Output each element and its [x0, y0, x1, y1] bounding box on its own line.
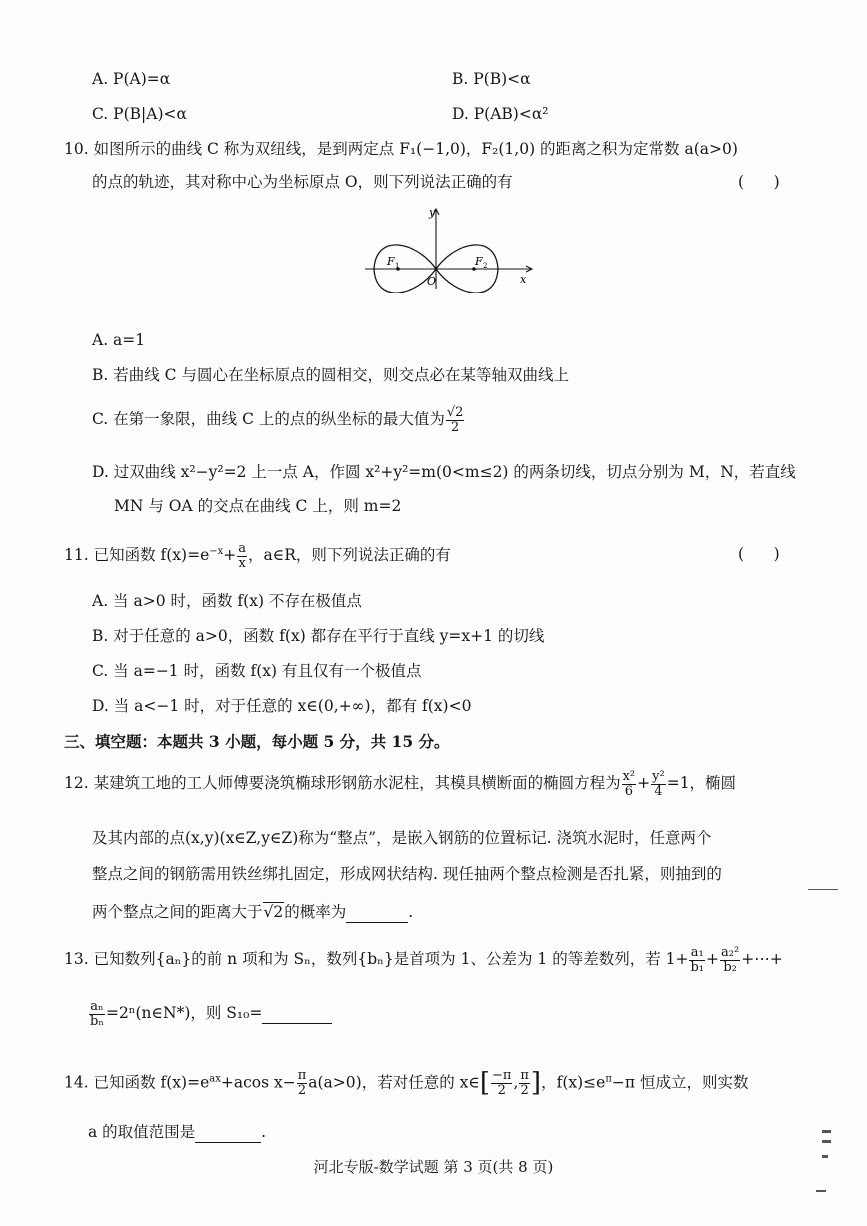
- q12-line2: 及其内部的点(x,y)(x∈Z,y∈Z)称为“整点”，是嵌入钢筋的位置标记. 浇筑水泥时，任意两个: [92, 829, 712, 847]
- frac-den: b₁: [690, 959, 705, 975]
- lemniscate-figure: [360, 203, 536, 293]
- frac-num: x²: [622, 769, 636, 784]
- q14-pre: 14. 已知函数 f(x)=e: [64, 1073, 210, 1092]
- q13-fraction-1: [689, 946, 705, 974]
- option-c-prev: C. P(B|A)<α: [92, 105, 187, 123]
- q14-answer-blank[interactable]: [195, 1123, 261, 1143]
- q14-mid2: a(a>0)，若对任意的 x∈: [308, 1073, 480, 1092]
- q13-fraction-n: [89, 1000, 105, 1028]
- scan-mark: [816, 1190, 826, 1192]
- q11-exp: −x: [209, 545, 224, 557]
- q12-line4: [92, 903, 413, 923]
- frac-den: 2: [520, 1083, 529, 1099]
- q12-line4-pre: 两个整点之间的距离大于: [92, 903, 263, 921]
- frac-num: aₙ: [90, 999, 104, 1014]
- q14-comma: ,: [513, 1073, 519, 1092]
- frac-num: √2: [446, 405, 464, 420]
- frac-den: 2: [497, 1083, 506, 1099]
- q11-fraction: [237, 542, 247, 570]
- q12-fraction-y: [651, 770, 666, 798]
- q14-tail2: −π 恒成立，则实数: [611, 1073, 749, 1092]
- frac-num: π: [297, 1068, 307, 1084]
- scan-mark: [808, 889, 838, 890]
- q13-fraction-2: [720, 946, 740, 974]
- q10-option-b: B. 若曲线 C 与圆心在坐标原点的圆相交，则交点必在某等轴双曲线上: [92, 366, 569, 384]
- q12-plus: +: [637, 774, 651, 793]
- q14-line2: [88, 1123, 266, 1143]
- f2-label: F: [475, 255, 483, 268]
- frac-den: 2: [297, 1083, 307, 1099]
- q14-fraction-pi: [297, 1069, 308, 1097]
- q12-fraction-x: [622, 770, 637, 798]
- q10-line1: 10. 如图所示的曲线 C 称为双纽线，是到两定点 F₁(−1,0)，F₂(1,0) 的距离之积为定常数 a(a>0): [64, 140, 738, 158]
- q10-option-c-fraction: [446, 406, 465, 434]
- scan-mark: [822, 1130, 831, 1133]
- section-heading: 三、填空题：本题共 3 小题，每小题 5 分，共 15 分。: [64, 732, 450, 751]
- frac-num: −π: [492, 1068, 512, 1084]
- option-b-prev: B. P(B)<α: [452, 70, 531, 88]
- q10-option-c: [92, 406, 465, 434]
- frac-num: y²: [652, 769, 665, 784]
- f1-label: F: [387, 255, 395, 268]
- q13-line2: [88, 1000, 332, 1028]
- q12-line3: 整点之间的钢筋需用铁丝绑扎固定，形成网状结构. 现任抽两个整点检测是否扎紧，则抽到的: [92, 865, 722, 883]
- q11-option-d: D. 当 a<−1 时，对于任意的 x∈(0,+∞)，都有 f(x)<0: [92, 697, 472, 715]
- frac-num: π: [520, 1068, 529, 1084]
- q14-line2-end: .: [261, 1123, 267, 1141]
- q11-plus: +: [223, 546, 237, 565]
- q11-stem: [64, 542, 451, 570]
- q12-line4-end: .: [408, 903, 414, 921]
- q12-line1-post: =1，椭圆: [666, 774, 737, 793]
- q13-line2-mid: =2ⁿ(n∈N*)，则 S₁₀=: [105, 1004, 263, 1023]
- q12-answer-blank[interactable]: [346, 903, 408, 923]
- q12-line1-pre: 12. 某建筑工地的工人师傅要浇筑椭球形钢筋水泥柱，其模具横断面的椭圆方程为: [64, 774, 621, 793]
- frac-num: a₁: [690, 945, 704, 960]
- frac-den: b₂: [723, 959, 737, 975]
- page-footer: 河北专版-数学试题 第 3 页(共 8 页): [313, 1158, 554, 1176]
- q10-option-d-line2: MN 与 OA 的交点在曲线 C 上，则 m=2: [114, 497, 402, 515]
- frac-den: 6: [624, 783, 633, 799]
- q10-option-a: A. a=1: [92, 331, 146, 349]
- q13-tail: +⋯+: [741, 950, 783, 969]
- q13-answer-blank[interactable]: [262, 1004, 332, 1024]
- q13-line1-pre: 13. 已知数列{aₙ}的前 n 项和为 Sₙ，数列{bₙ}是首项为 1、公差为 1 的等差数列，若 1+: [64, 950, 689, 969]
- q14-line1: [64, 1068, 749, 1099]
- f2-subscript: 2: [483, 262, 488, 270]
- q14-exp: ax: [209, 1073, 221, 1085]
- q11-option-b: B. 对于任意的 a>0，函数 f(x) 都存在平行于直线 y=x+1 的切线: [92, 627, 545, 645]
- frac-den: bₙ: [90, 1013, 104, 1029]
- q14-left-bracket: [: [479, 1068, 490, 1098]
- y-axis-label: y: [429, 206, 436, 219]
- q14-interval-right: [519, 1069, 530, 1097]
- frac-num: a₂²: [721, 945, 740, 960]
- q11-option-c: C. 当 a=−1 时，函数 f(x) 有且仅有一个极值点: [92, 662, 422, 680]
- q13-plus: +: [706, 950, 720, 969]
- frac-num: a: [238, 541, 247, 556]
- q14-right-bracket: ]: [530, 1068, 542, 1098]
- q11-stem-pre: 11. 已知函数 f(x)=e: [64, 546, 210, 565]
- q14-tail-exp: π: [605, 1073, 612, 1085]
- q11-option-a: A. 当 a>0 时，函数 f(x) 不存在极值点: [92, 592, 362, 610]
- origin-label: O: [427, 275, 437, 288]
- q12-line4-post: 的概率为: [284, 903, 347, 921]
- q14-tail: ，f(x)≤e: [541, 1073, 606, 1092]
- option-a-prev: A. P(A)=α: [92, 70, 171, 88]
- q10-option-c-text: C. 在第一象限，曲线 C 上的点的纵坐标的最大值为: [92, 410, 445, 429]
- q11-answer-paren: ( ): [738, 545, 780, 563]
- f1-subscript: 1: [395, 262, 400, 270]
- frac-den: x: [238, 555, 246, 571]
- q10-line2: 的点的轨迹，其对称中心为坐标原点 O，则下列说法正确的有: [92, 173, 513, 191]
- scan-mark: [822, 1140, 831, 1143]
- q11-stem-post: ，a∈R，则下列说法正确的有: [248, 546, 451, 565]
- x-axis-label: x: [520, 273, 527, 286]
- q14-interval-left: [491, 1069, 512, 1097]
- q10-option-d-line1: D. 过双曲线 x²−y²=2 上一点 A，作圆 x²+y²=m(0<m≤2) 的两条切线，切点分别为 M，N，若直线: [92, 463, 796, 481]
- q14-line2-text: a 的取值范围是: [88, 1123, 196, 1141]
- frac-den: 4: [654, 783, 663, 799]
- q13-line1: [64, 946, 783, 974]
- q10-answer-paren: ( ): [738, 173, 780, 191]
- frac-den: 2: [451, 419, 460, 435]
- q14-mid1: +acos x−: [220, 1073, 296, 1092]
- q12-sqrt: √2: [263, 903, 284, 921]
- option-d-prev: D. P(AB)<α²: [452, 105, 549, 123]
- q12-line1: [64, 770, 736, 798]
